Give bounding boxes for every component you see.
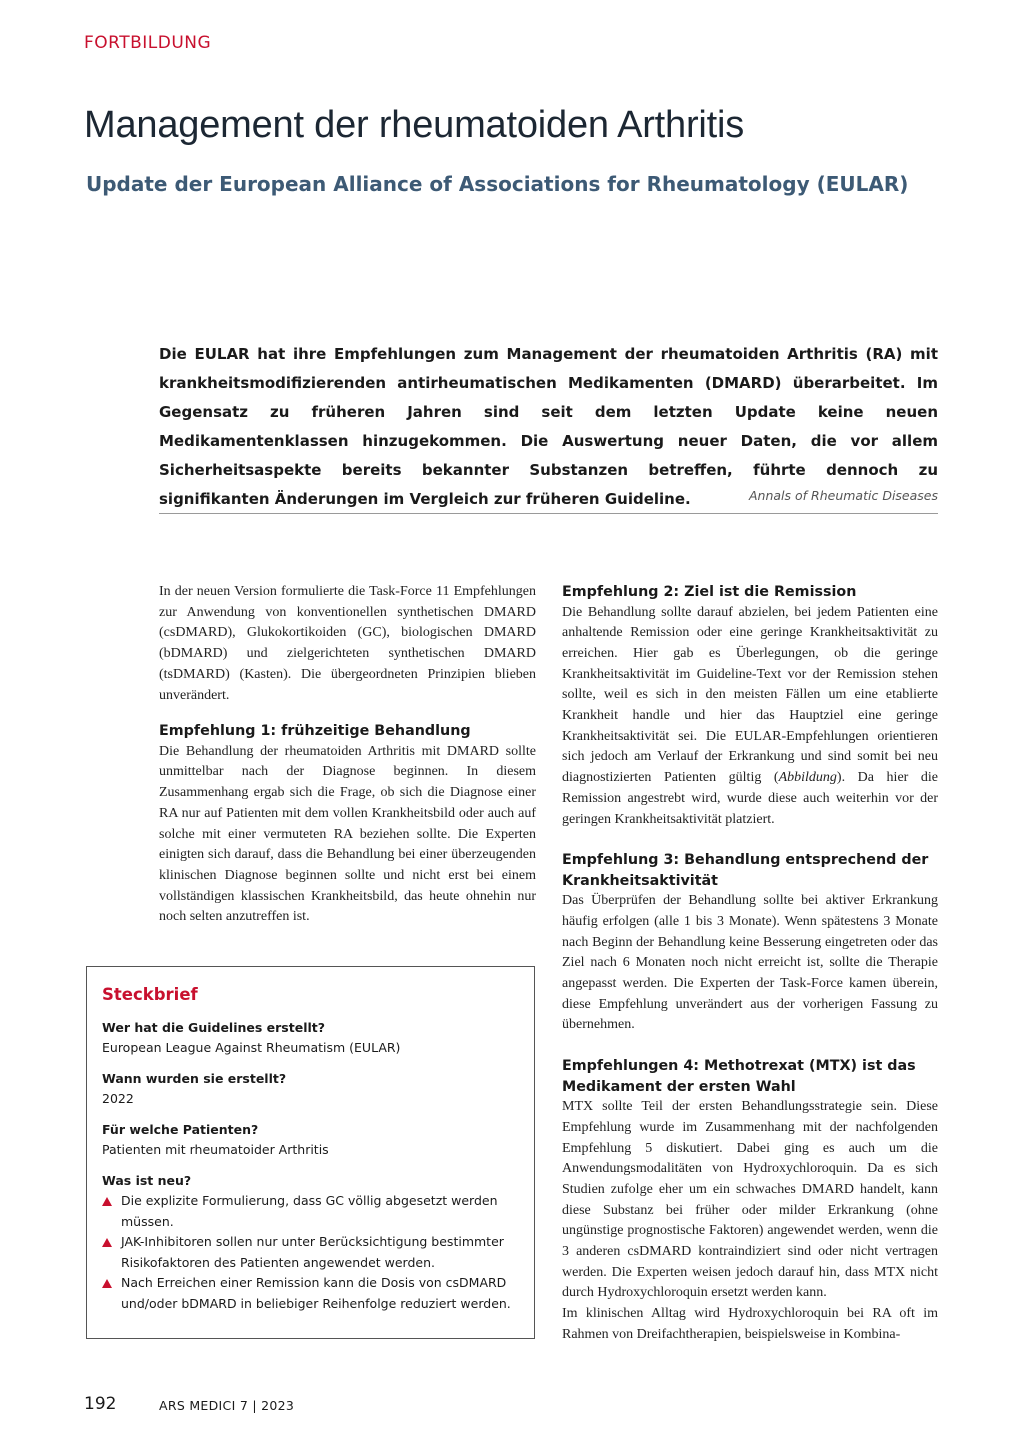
heading-recommendation-3: Empfehlung 3: Behandlung entsprechend der Krankheitsaktivität (562, 852, 929, 889)
steckbrief-box (86, 966, 535, 1339)
box-question-3: Für welche Patienten? (102, 1121, 259, 1137)
paragraph-recommendation-4: MTX sollte Teil der ersten Behandlungsstrategie sein. Diese Empfehlung wurde im Zusammenhang mit der nachfolgenden Empfehlung 5 diskutiert. Dabei ging es auch um die Anwendungsmodalitäten von Hydroxychloroquin. Da es sich Studien zufolge eher um ein schwaches DMARD handelt, kann diese Substanz bei früher oder milder Erkrankung (ohne ungünstige prognostische Faktoren) angewendet werden, wenn die 3 anderen csDMARD kontraindiziert sind oder nicht vertragen werden. Die Experten weisen jedoch darauf hin, dass MTX nicht durch Hydroxychloroquin ersetzt werden kann. (562, 1099, 938, 1301)
list-item: Nach Erreichen einer Remission kann die Dosis von csDMARD und/oder bDMARD in beliebiger Reihenfolge reduziert werden. (102, 1273, 522, 1314)
divider (159, 513, 938, 514)
lead-paragraph: Die EULAR hat ihre Empfehlungen zum Management der rheumatoiden Arthritis (RA) mit krankheitsmodifizierenden antirheumatischen Medikamenten (DMARD) überarbeitet. Im Gegensatz zu früheren Jahren sind seit dem letzten Update keine neuen Medikamentenklassen hinzugekommen. Die Auswertung neuer Daten, die vor allem Sicherheitsaspekte bereits bekannter Substanzen betreffen, führte dennoch zu signifikanten Änderungen im Vergleich zur früheren Guideline. (159, 345, 938, 508)
paragraph-hydroxychloroquin: Im klinischen Alltag wird Hydroxychloroquin bei RA oft im Rahmen von Dreifachtherapien, beispielsweise in Kombina- (562, 1306, 938, 1342)
article-title: Management der rheumatoiden Arthritis (84, 104, 745, 146)
heading-recommendation-4: Empfehlungen 4: Methotrexat (MTX) ist das Medikament der ersten Wahl (562, 1058, 916, 1095)
whats-new-list (102, 1191, 522, 1314)
figure-reference: Abbildung (778, 770, 837, 786)
paragraph-recommendation-3: Das Überprüfen der Behandlung sollte bei aktiver Erkrankung häufig erfolgen (alle 1 bis 3 Monate). Wenn spätestens 3 Monate nach Beginn der Behandlung keine Besserung eingetreten oder das Ziel nach 6 Monaten noch nicht erreicht ist, sollte die Therapie angepasst werden. Die Experten der Task-Force kamen überein, diese Empfehlung unverändert aus der vorherigen Fassung zu übernehmen. (562, 893, 938, 1033)
box-question-1: Wer hat die Guidelines erstellt? (102, 1019, 325, 1035)
page-number: 192 (84, 1394, 117, 1414)
box-answer-1: European League Against Rheumatism (EULAR) (102, 1040, 401, 1055)
heading-recommendation-1: Empfehlung 1: frühzeitige Behandlung (159, 723, 471, 740)
box-question-4: Was ist neu? (102, 1172, 192, 1188)
article-subtitle: Update der European Alliance of Associations for Rheumatology (EULAR) (86, 172, 909, 196)
column-right (562, 582, 938, 1346)
box-answer-2: 2022 (102, 1091, 134, 1106)
triangle-bullet-icon (102, 1238, 112, 1247)
box-answer-3: Patienten mit rheumatoider Arthritis (102, 1142, 329, 1157)
triangle-bullet-icon (102, 1197, 112, 1206)
intro-paragraph: In der neuen Version formulierte die Task-Force 11 Empfehlungen zur Anwendung von konventionellen synthetischen DMARD (csDMARD), Glukokortikoiden (GC), biologischen DMARD (bDMARD) und zielgerichteten synthetischen DMARD (tsDMARD) (Kasten). Die übergeordneten Prinzipien blieben unverändert. (159, 584, 536, 703)
journal-issue: ARS MEDICI 7 | 2023 (159, 1398, 295, 1413)
heading-recommendation-2: Empfehlung 2: Ziel ist die Remission (562, 584, 857, 600)
list-item: Die explizite Formulierung, dass GC völlig abgesetzt werden müssen. (102, 1191, 522, 1232)
source-citation: Annals of Rheumatic Diseases (749, 488, 938, 503)
column-left (159, 582, 536, 928)
paragraph-recommendation-1: Die Behandlung der rheumatoiden Arthritis mit DMARD sollte unmittelbar nach der Diagnose beginnen. In diesem Zusammenhang ergab sich die Frage, ob sich die Diagnose einer RA nur auf Patienten mit dem vollen Krankheitsbild oder auch auf solche mit einer vermuteten RA beziehen sollte. Die Experten einigten sich darauf, dass die Behandlung bei einer überzeugenden klinischen Diagnose beginnen sollte und nicht erst bei einem vollständigen klassischen Krankheitsbild, das heute ohnehin nur noch selten anzutreffen ist. (159, 743, 536, 925)
list-item: JAK-Inhibitoren sollen nur unter Berücksichtigung bestimmter Risikofaktoren des Patienten angewendet werden. (102, 1232, 522, 1273)
section-kicker: FORTBILDUNG (84, 33, 212, 53)
paragraph-recommendation-2: Die Behandlung sollte darauf abzielen, bei jedem Patienten eine anhaltende Remission oder eine geringe Krankheitsaktivität zu erreichen. Hier gab es Überlegungen, ob die geringe Krankheitsaktivität im Guideline-Text vor der Remission stehen sollte, weil es sich in den meisten Fällen um eine etablierte Krankheit handle und hier das Hauptziel eine geringe Krankheitsaktivität sei. Die EULAR-Empfehlungen orientieren sich jedoch am Verlauf der Erkrankung und sind somit bei neu diagnostizierten Patienten gültig (Abbildung). Da hier die Remission angestrebt wird, wurde diese auch weiterhin vor der geringen Krankheitsaktivität platziert. (562, 604, 939, 827)
box-question-2: Wann wurden sie erstellt? (102, 1070, 287, 1086)
box-title: Steckbrief (102, 985, 198, 1004)
triangle-bullet-icon (102, 1279, 112, 1288)
